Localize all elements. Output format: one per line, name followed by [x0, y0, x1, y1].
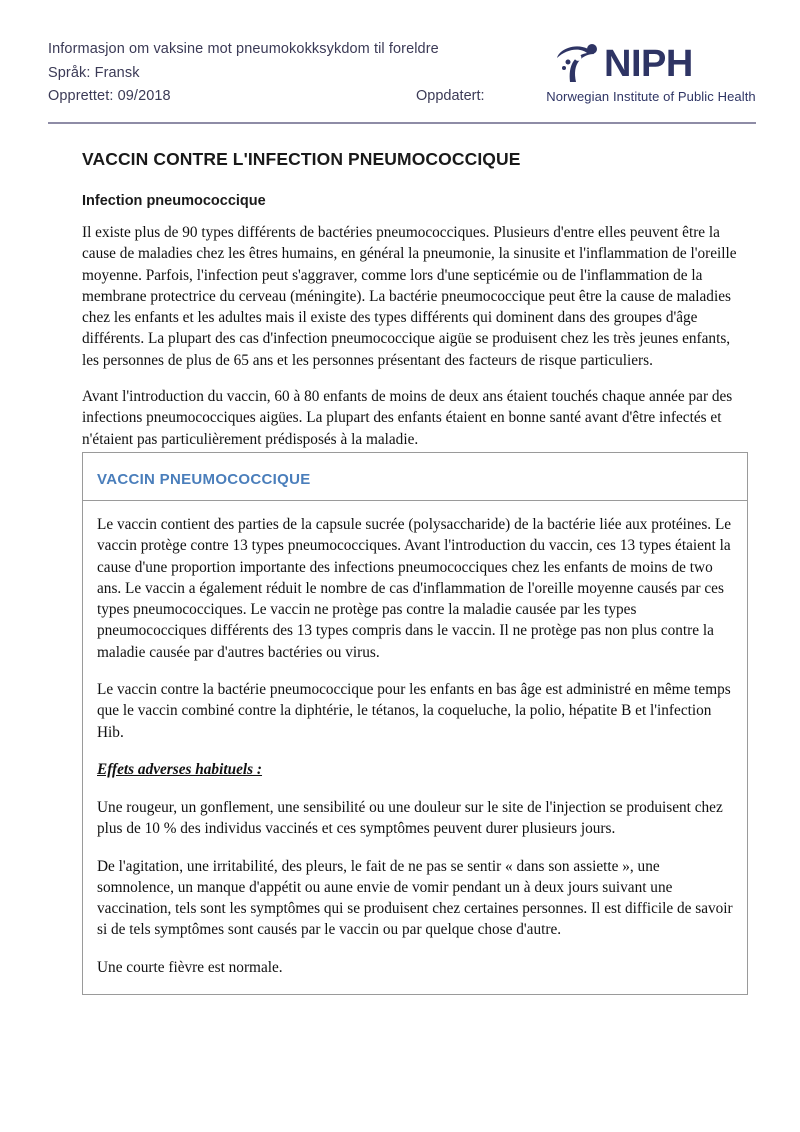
adverse-paragraph-3: Une courte fièvre est normale. [97, 958, 283, 976]
page-title: VACCIN CONTRE L'INFECTION PNEUMOCOCCIQUE [82, 149, 521, 169]
adverse-effects-heading: Effets adverses habituels : [97, 760, 263, 778]
logo-top-row [546, 40, 756, 88]
vaccine-callout-box [82, 452, 748, 995]
callout-paragraph-2: Le vaccin contre la bactérie pneumococcique pour les enfants en bas âge est administré en même temps que le vaccin combiné contre la diphtérie, le tétanos, la coqueluche, la polio, hépatite B et l'infection Hib. [97, 681, 731, 741]
header-language-line: Språk: Fransk [48, 64, 140, 81]
niph-subtitle: Norwegian Institute of Public Health [546, 89, 756, 104]
niph-figure-icon [554, 42, 600, 86]
header-updated-label: Oppdatert: [416, 88, 485, 104]
document-header [48, 38, 756, 120]
header-title-line: Informasjon om vaksine mot pneumokokksykdom til foreldre [48, 41, 439, 57]
niph-logo [546, 40, 756, 112]
callout-header [83, 453, 747, 501]
section-heading-infection: Infection pneumococcique [82, 193, 266, 209]
adverse-paragraph-1: Une rougeur, un gonflement, une sensibilité ou une douleur sur le site de l'injection se produisent chez plus de 10 % des individus vaccinés et ces symptômes peuvent durer plusieurs jours. [97, 798, 723, 838]
header-created-line: Opprettet: 09/2018 [48, 88, 171, 104]
intro-paragraph-1: Il existe plus de 90 types différents de bactéries pneumococciques. Plusieurs d'entre elles peuvent être la cause de maladies chez les êtres humains, en général la pneumonie, la sinusite et l'inflammation de l'oreille moyenne. Parfois, l'infection peut s'aggraver, comme lors d'une septicémie ou de l'inflammation de la membrane protectrice du cerveau (méningite). La bactérie pneumococcique peut être la cause de maladies chez les enfants et les adultes mais il existe des types différents qui dominent dans des groupes d'âge différents. La plupart des cas d'infection pneumococcique aigüe se produisent chez les très jeunes enfants, les personnes de plus de 65 ans et les personnes présentant des facteurs de risque particuliers. [82, 224, 737, 369]
niph-wordmark: NIPH [604, 43, 693, 85]
adverse-paragraph-2: De l'agitation, une irritabilité, des pleurs, le fait de ne pas se sentir « dans son assiette », une somnolence, un manque d'appétit ou aune envie de vomir pendant un à deux jours suivant une vaccination, tels sont les symptômes qui se produisent chez certaines personnes. Il est difficile de savoir si de tels symptômes sont causés par le vaccin ou par quelque chose d'autre. [97, 857, 733, 939]
callout-paragraph-1: Le vaccin contient des parties de la capsule sucrée (polysaccharide) de la bactérie liée aux protéines. Le vaccin protège contre 13 types pneumococciques. Avant l'introduction du vaccin, ces 13 types étaient la cause d'une proportion importante des infections pneumococciques chez les enfants de moins de two ans. Le vaccin a également réduit le nombre de cas d'inflammation de l'oreille moyenne causés par ces types pneumococciques. Le vaccin ne protège pas contre la maladie causée par les types pneumococciques différents des 13 types compris dans le vaccin. Il ne protège pas non plus contre la maladie causée par d'autres bactéries ou virus. [97, 516, 732, 661]
callout-body [83, 501, 747, 994]
intro-paragraph-2: Avant l'introduction du vaccin, 60 à 80 enfants de moins de deux ans étaient touchés chaque année par des infections pneumococciques aigües. La plupart des enfants étaient en bonne santé avant d'être infectés et n'étaient pas particulièrement prédisposés à la maladie. [82, 388, 733, 448]
header-divider [48, 122, 756, 124]
main-content [82, 148, 750, 450]
callout-title: VACCIN PNEUMOCOCCIQUE [97, 471, 311, 488]
